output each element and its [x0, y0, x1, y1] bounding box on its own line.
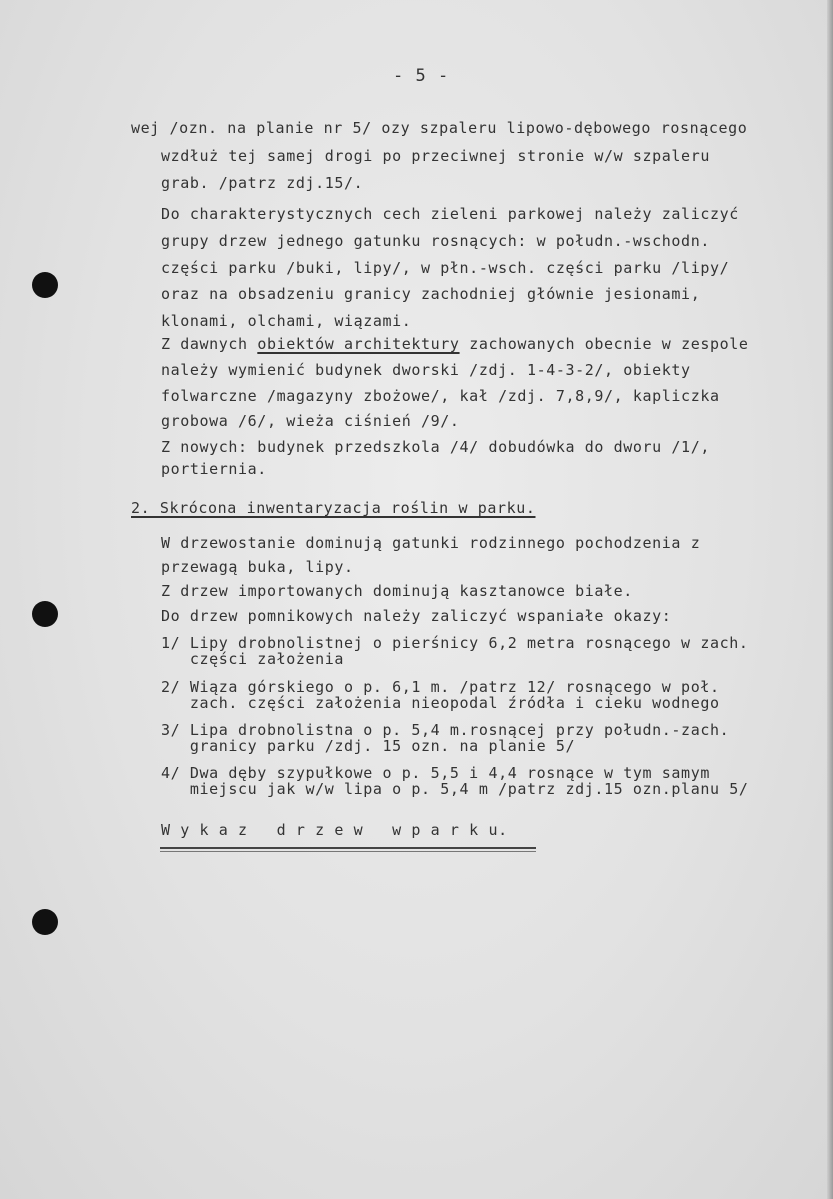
text-line: Do charakterystycznych cech zieleni parkowej należy zaliczyć	[161, 205, 739, 223]
list-item-continuation: miejscu jak w/w lipa o p. 5,4 m /patrz zdj.15 ozn.planu 5/	[161, 780, 749, 798]
text-line: W drzewostanie dominują gatunki rodzinnego pochodzenia z	[161, 534, 701, 552]
text-line: wzdłuż tej samej drogi po przeciwnej stronie w/w szpaleru	[161, 147, 710, 165]
text-line: należy wymienić budynek dworski /zdj. 1-4-3-2/, obiekty	[161, 361, 691, 379]
text-line: części parku /buki, lipy/, w płn.-wsch. części parku /lipy/	[161, 259, 730, 277]
punch-hole	[32, 601, 58, 627]
section-heading: 2. Skrócona inwentaryzacja roślin w parku.	[131, 499, 536, 517]
text-line	[161, 337, 749, 352]
double-underline	[160, 851, 536, 852]
text-fragment: zachowanych obecnie w zespole	[459, 335, 749, 353]
text-line: oraz na obsadzeniu granicy zachodniej głównie jesionami,	[161, 285, 701, 303]
list-title: W y k a z d r z e w w p a r k u.	[161, 821, 508, 839]
list-item-continuation: zach. części założenia nieopodal źródła i cieku wodnego	[161, 694, 720, 712]
list-item: 3/ Lipa drobnolistna o p. 5,4 m.rosnącej przy połudn.-zach.	[161, 721, 730, 739]
text-line: Z drzew importowanych dominują kasztanowce białe.	[161, 582, 633, 600]
list-item: 4/ Dwa dęby szypułkowe o p. 5,5 i 4,4 rosnące w tym samym	[161, 764, 710, 782]
text-line: Z nowych: budynek przedszkola /4/ dobudówka do dworu /1/,	[161, 438, 710, 456]
page-number: - 5 -	[393, 66, 450, 86]
text-line: wej /ozn. na planie nr 5/ ozy szpaleru lipowo-dębowego rosnącego	[131, 119, 748, 137]
text-line: grupy drzew jednego gatunku rosnących: w połudn.-wschodn.	[161, 232, 710, 250]
punch-hole	[32, 909, 58, 935]
list-item-continuation: części założenia	[161, 650, 344, 668]
punch-hole	[32, 272, 58, 298]
list-item: 2/ Wiąza górskiego o p. 6,1 m. /patrz 12/ rosnącego w poł.	[161, 678, 720, 696]
text-line: portiernia.	[161, 460, 267, 478]
list-item: 1/ Lipy drobnolistnej o pierśnicy 6,2 metra rosnącego w zach.	[161, 634, 749, 652]
text-line: grab. /patrz zdj.15/.	[161, 174, 364, 192]
text-line: grobowa /6/, wieża ciśnień /9/.	[161, 412, 460, 430]
underlined-term: obiektów architektury	[257, 335, 460, 353]
text-line: folwarczne /magazyny zbożowe/, kał /zdj. 7,8,9/, kapliczka	[161, 387, 720, 405]
double-underline	[160, 847, 536, 849]
text-line: Do drzew pomnikowych należy zaliczyć wspaniałe okazy:	[161, 607, 672, 625]
text-line: klonami, olchami, wiązami.	[161, 312, 412, 330]
list-item-continuation: granicy parku /zdj. 15 ozn. na planie 5/	[161, 737, 576, 755]
text-line: przewagą buka, lipy.	[161, 558, 354, 576]
text-fragment: Z dawnych	[161, 335, 258, 353]
